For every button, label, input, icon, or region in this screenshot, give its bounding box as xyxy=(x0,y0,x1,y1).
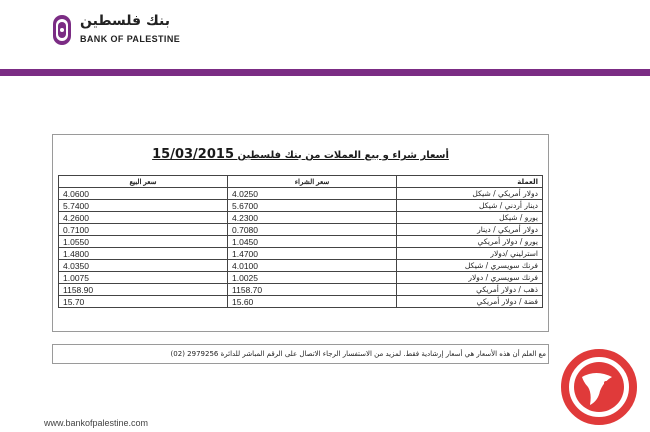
table-row xyxy=(59,248,543,260)
rates-date: 15/03/2015 xyxy=(152,147,234,162)
header-sell-price: سعر البيع xyxy=(59,176,228,188)
table-row xyxy=(59,236,543,248)
exchange-rates-table xyxy=(58,175,543,308)
header-currency: العملة xyxy=(397,176,543,188)
sell-price-cell: 4.0600 xyxy=(59,188,228,200)
currency-cell: فضة / دولار أمريكي xyxy=(397,296,543,308)
buy-price-cell: 1158.70 xyxy=(228,284,397,296)
footer-website-link[interactable]: www.bankofpalestine.com xyxy=(44,418,149,428)
buy-price-cell: 4.0100 xyxy=(228,260,397,272)
currency-cell: يورو / شيكل xyxy=(397,212,543,224)
sell-price-cell: 1.4800 xyxy=(59,248,228,260)
buy-price-cell: 1.0025 xyxy=(228,272,397,284)
header-divider-bar xyxy=(0,69,650,76)
bank-logo-icon xyxy=(52,14,72,46)
sell-price-cell: 1.0075 xyxy=(59,272,228,284)
sell-price-cell: 4.0350 xyxy=(59,260,228,272)
emblem-icon xyxy=(560,347,638,425)
table-row xyxy=(59,200,543,212)
buy-price-cell: 15.60 xyxy=(228,296,397,308)
currency-cell: ذهب / دولار أمريكي xyxy=(397,284,543,296)
bank-name-arabic: بنك فلسطين xyxy=(80,13,170,29)
rates-title xyxy=(53,147,548,162)
sell-price-cell: 1158.90 xyxy=(59,284,228,296)
table-row xyxy=(59,224,543,236)
currency-cell: فرنك سويسري / دولار xyxy=(397,272,543,284)
buy-price-cell: 5.6700 xyxy=(228,200,397,212)
table-row xyxy=(59,260,543,272)
currency-cell: دولار أمريكي / دينار xyxy=(397,224,543,236)
rates-frame xyxy=(52,134,549,332)
sell-price-cell: 4.2600 xyxy=(59,212,228,224)
buy-price-cell: 0.7080 xyxy=(228,224,397,236)
rates-title-text: أسعار شراء و بيع العملات من بنك فلسطين xyxy=(237,150,449,161)
disclaimer-note: مع العلم أن هذه الأسعار هي أسعار إرشادية فقط. لمزيد من الاستفسار الرجاء الاتصال على الرقم المباشر للدائرة 2979256 (02) xyxy=(52,344,549,364)
table-row xyxy=(59,188,543,200)
header-buy-price: سعر الشراء xyxy=(228,176,397,188)
buy-price-cell: 1.4700 xyxy=(228,248,397,260)
buy-price-cell: 4.0250 xyxy=(228,188,397,200)
table-row xyxy=(59,272,543,284)
currency-cell: يورو / دولار أمريكي xyxy=(397,236,543,248)
sell-price-cell: 1.0550 xyxy=(59,236,228,248)
table-row xyxy=(59,296,543,308)
currency-cell: دولار أمريكي / شيكل xyxy=(397,188,543,200)
table-row xyxy=(59,284,543,296)
bank-name-english: BANK OF PALESTINE xyxy=(80,34,181,44)
sell-price-cell: 15.70 xyxy=(59,296,228,308)
currency-cell: استرليني /دولار xyxy=(397,248,543,260)
buy-price-cell: 1.0450 xyxy=(228,236,397,248)
buy-price-cell: 4.2300 xyxy=(228,212,397,224)
sell-price-cell: 0.7100 xyxy=(59,224,228,236)
table-header-row xyxy=(59,176,543,188)
sell-price-cell: 5.7400 xyxy=(59,200,228,212)
currency-cell: فرنك سويسري / شيكل xyxy=(397,260,543,272)
currency-cell: دينار أردني / شيكل xyxy=(397,200,543,212)
table-row xyxy=(59,212,543,224)
